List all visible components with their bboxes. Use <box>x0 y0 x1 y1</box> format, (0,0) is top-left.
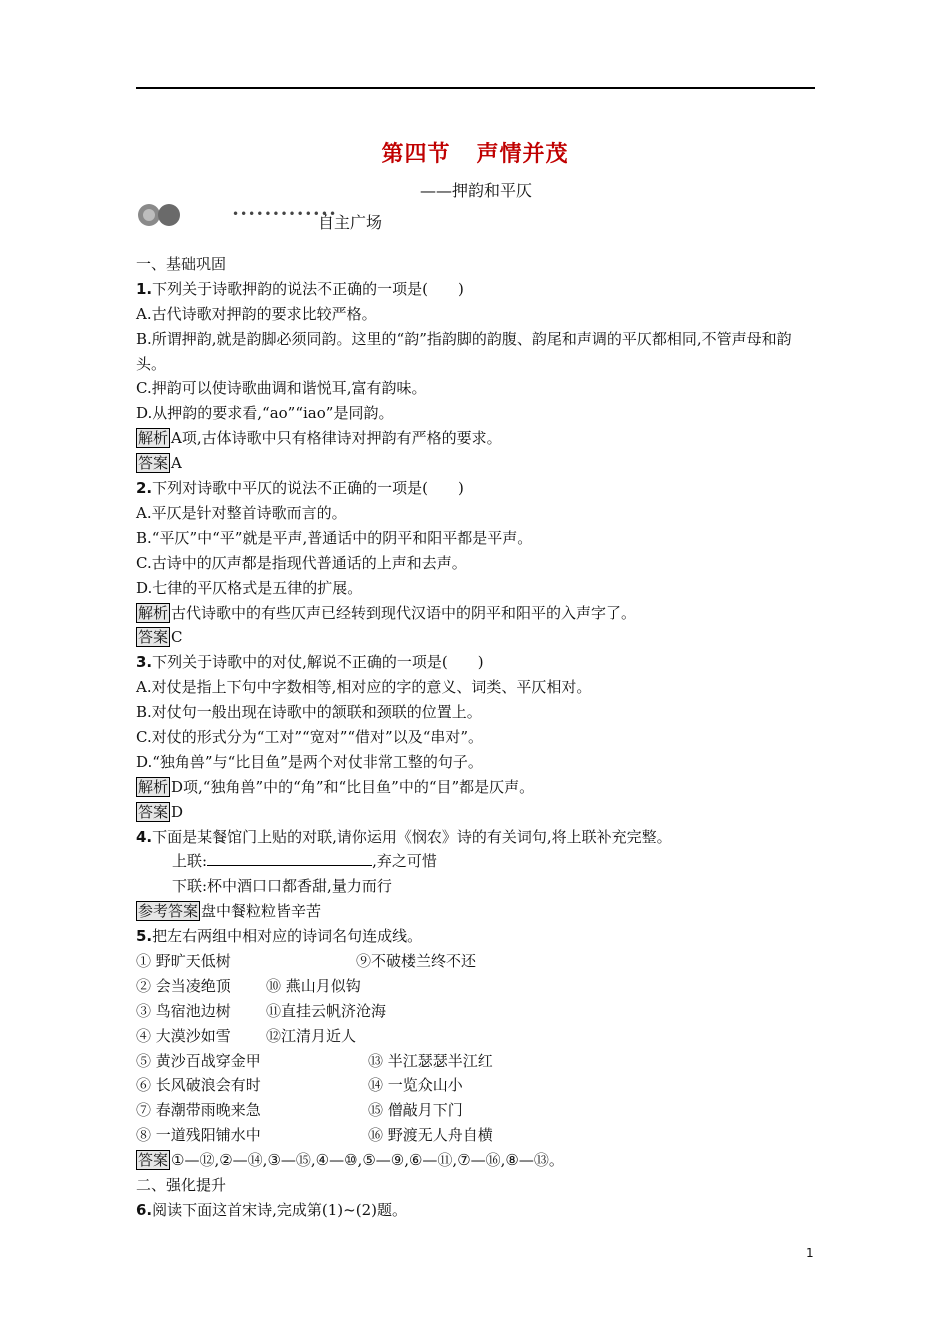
right-verse: ⑭ 一览众山小 <box>368 1076 463 1095</box>
analysis-row <box>136 426 816 451</box>
answer-row <box>136 451 816 476</box>
title-section-number: 第四节 <box>381 142 451 167</box>
right-verse: ⑯ 野渡无人舟自横 <box>368 1126 493 1145</box>
right-verse: ⑫江清月近人 <box>266 1026 357 1045</box>
question-number: 3. <box>136 653 153 672</box>
question-4 <box>136 825 816 850</box>
ref-answer-text: 盘中餐粒粒皆辛苦 <box>201 902 322 921</box>
option-a: A.对仗是指上下句中字数相等,相对应的字的意义、词类、平仄相对。 <box>136 678 592 697</box>
option-d: D.七律的平仄格式是五律的扩展。 <box>136 578 363 597</box>
fill-blank[interactable] <box>207 851 372 866</box>
question-5 <box>136 924 816 949</box>
question-3 <box>136 650 816 675</box>
question-2 <box>136 476 816 501</box>
question-stem: 下列对诗歌中平仄的说法不正确的一项是( ) <box>152 479 464 498</box>
question-number: 5. <box>136 927 153 946</box>
header-rule <box>136 87 815 89</box>
left-verse: ⑤ 黄沙百战穿金甲 <box>136 1051 261 1070</box>
analysis-tag: 解析 <box>138 777 169 796</box>
answer-row <box>136 800 816 825</box>
option-c: C.古诗中的仄声都是指现代普通话的上声和去声。 <box>136 553 467 572</box>
question-6 <box>136 1198 816 1223</box>
matching-pair-row <box>136 1123 816 1148</box>
left-verse: ④ 大漠沙如雪 <box>136 1026 231 1045</box>
page-subtitle: ——押韵和平仄 <box>420 181 533 200</box>
left-verse: ③ 鸟宿池边树 <box>136 1001 231 1020</box>
left-verse: ⑧ 一道残阳铺水中 <box>136 1126 261 1145</box>
option-d: D.“独角兽”与“比目鱼”是两个对仗非常工整的句子。 <box>136 752 483 771</box>
question-stem: 下列关于诗歌押韵的说法不正确的一项是( ) <box>152 279 464 298</box>
page-title <box>0 137 950 168</box>
answer-tag: 答案 <box>138 802 169 821</box>
option-a: A.平仄是针对整首诗歌而言的。 <box>136 503 347 522</box>
matching-pair-row <box>136 1024 816 1049</box>
ref-answer-row <box>136 899 816 924</box>
section-dots: ••••••••••••• <box>232 207 338 221</box>
option-b: B.“平仄”中“平”就是平声,普通话中的阴平和阳平都是平声。 <box>136 528 533 547</box>
left-verse: ⑥ 长风破浪会有时 <box>136 1076 261 1095</box>
answer-text: D <box>171 802 184 821</box>
answer-text: C <box>171 628 183 647</box>
section-badge-icon <box>134 202 186 228</box>
page-number: 1 <box>806 1246 814 1260</box>
couplet-lower: 下联:杯中酒口口都香甜,量力而行 <box>172 877 392 896</box>
option-b: B.所谓押韵,就是韵脚必须同韵。这里的“韵”指韵脚的韵腹、韵尾和声调的平仄都相同,不管声母和韵头。 <box>136 329 792 373</box>
answer-text: A <box>171 454 182 473</box>
question-number: 6. <box>136 1200 153 1219</box>
upper-tail: ,弃之可惜 <box>372 852 437 871</box>
ref-answer-tag: 参考答案 <box>138 902 199 921</box>
analysis-row <box>136 601 816 626</box>
section-name: 自主广场 <box>318 213 383 232</box>
question-stem: 下列关于诗歌中的对仗,解说不正确的一项是( ) <box>152 653 484 672</box>
matching-pair-row <box>136 999 816 1024</box>
matching-pair-row <box>136 949 816 974</box>
left-verse: ⑦ 春潮带雨晚来急 <box>136 1101 261 1120</box>
left-verse: ② 会当凌绝顶 <box>136 976 231 995</box>
answer-tag: 答案 <box>138 628 169 647</box>
matching-pair-row <box>136 1049 816 1074</box>
question-number: 2. <box>136 479 153 498</box>
right-verse: ⑮ 僧敲月下门 <box>368 1101 463 1120</box>
option-d: D.从押韵的要求看,“ao”“iao”是同韵。 <box>136 404 394 423</box>
title-text: 声情并茂 <box>476 142 569 167</box>
analysis-text: A项,古体诗歌中只有格律诗对押韵有严格的要求。 <box>171 429 502 448</box>
question-stem: 阅读下面这首宋诗,完成第(1)~(2)题。 <box>152 1200 407 1219</box>
answer-tag: 答案 <box>138 1151 169 1170</box>
analysis-row <box>136 775 816 800</box>
question-number: 4. <box>136 827 153 846</box>
question-1 <box>136 277 816 302</box>
matching-pairs <box>136 949 816 1148</box>
option-b: B.对仗句一般出现在诗歌中的颔联和颈联的位置上。 <box>136 703 482 722</box>
option-c: C.对仗的形式分为“工对”“宽对”“借对”以及“串对”。 <box>136 727 484 746</box>
right-verse: ⑩ 燕山月似钩 <box>266 976 361 995</box>
matching-pair-row <box>136 974 816 999</box>
question-stem: 把左右两组中相对应的诗词名句连成线。 <box>152 927 423 946</box>
question-stem: 下面是某餐馆门上贴的对联,请你运用《悯农》诗的有关词句,将上联补充完整。 <box>152 827 672 846</box>
couplet-upper <box>136 849 816 874</box>
part1-heading: 一、基础巩固 <box>136 255 227 273</box>
matching-pair-row <box>136 1098 816 1123</box>
answer-row <box>136 625 816 650</box>
exercise-content <box>136 252 816 1223</box>
left-verse: ① 野旷天低树 <box>136 951 231 970</box>
matching-pair-row <box>136 1073 816 1098</box>
right-verse: ⑪直挂云帆济沧海 <box>266 1001 387 1020</box>
question-number: 1. <box>136 279 153 298</box>
analysis-text: 古代诗歌中的有些仄声已经转到现代汉语中的阴平和阳平的入声字了。 <box>171 603 637 622</box>
option-c: C.押韵可以使诗歌曲调和谐悦耳,富有韵味。 <box>136 379 427 398</box>
right-verse: ⑨不破楼兰终不还 <box>356 951 477 970</box>
part2-heading: 二、强化提升 <box>136 1175 227 1194</box>
answer-tag: 答案 <box>138 454 169 473</box>
answer-text: ①—⑫,②—⑭,③—⑮,④—⑩,⑤—⑨,⑥—⑪,⑦—⑯,⑧—⑬。 <box>171 1151 564 1170</box>
analysis-tag: 解析 <box>138 603 169 622</box>
analysis-text: D项,“独角兽”中的“角”和“比目鱼”中的“目”都是仄声。 <box>171 777 535 796</box>
option-a: A.古代诗歌对押韵的要求比较严格。 <box>136 304 377 323</box>
upper-label: 上联: <box>172 852 208 871</box>
analysis-tag: 解析 <box>138 429 169 448</box>
answer-row <box>136 1148 816 1173</box>
right-verse: ⑬ 半江瑟瑟半江红 <box>368 1051 493 1070</box>
